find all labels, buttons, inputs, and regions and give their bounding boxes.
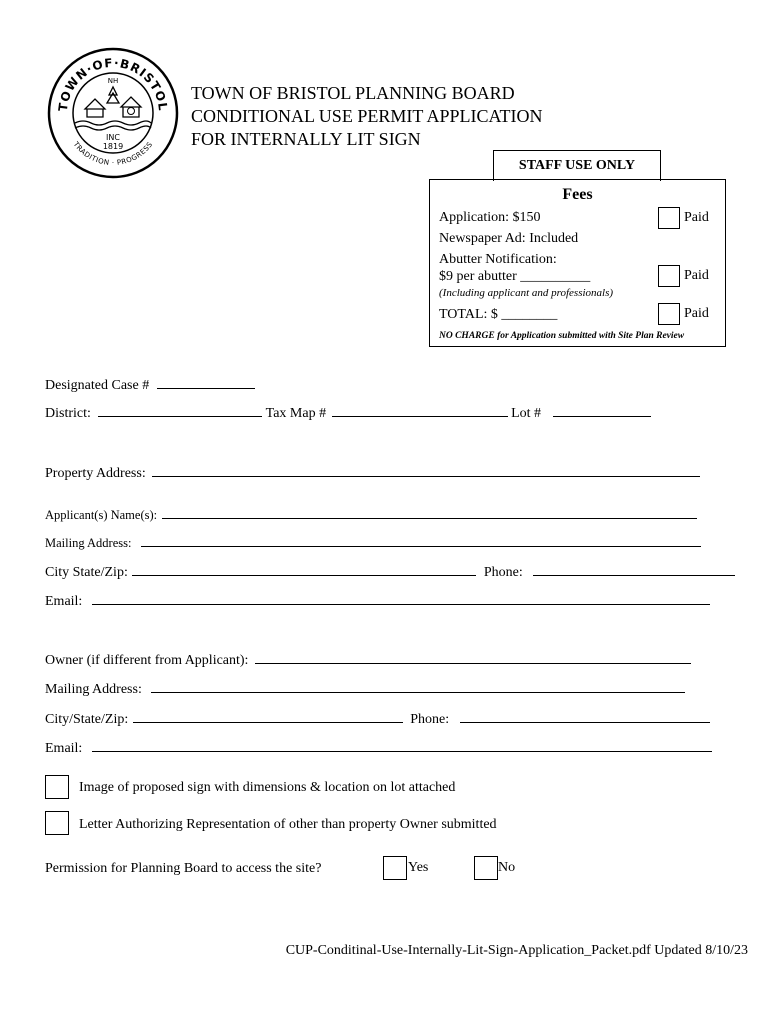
owner-city-field[interactable] [133, 708, 403, 723]
permission-question: Permission for Planning Board to access the site? [45, 861, 322, 876]
total-fee: TOTAL: $ ________ [439, 307, 558, 322]
owner-phone-label: Phone: [410, 712, 450, 727]
owner-phone-field[interactable] [460, 708, 710, 723]
applicant-name-field[interactable] [162, 504, 697, 519]
applicant-mailing-field[interactable] [141, 532, 701, 547]
paid-label-abutter: Paid [684, 268, 709, 283]
property-address-label: Property Address: [45, 466, 146, 481]
permission-yes-label: Yes [408, 860, 429, 875]
applicant-mailing-label: Mailing Address: [45, 536, 132, 550]
staff-use-only-tab: STAFF USE ONLY [493, 150, 661, 181]
abutter-note: (Including applicant and professionals) [439, 287, 614, 299]
newspaper-ad-fee: Newspaper Ad: Included [439, 231, 579, 246]
applicant-phone-field[interactable] [533, 561, 735, 576]
seal-year: 1819 [102, 142, 124, 151]
fees-box [429, 179, 726, 347]
tax-map-field[interactable] [332, 402, 508, 417]
applicant-email-label: Email: [45, 594, 83, 609]
seal-top-text: TOWN·OF·BRISTOL [55, 55, 171, 113]
designated-case-row [45, 374, 255, 395]
paid-label-application: Paid [684, 210, 709, 225]
owner-name-row [45, 649, 691, 670]
title-line-2: CONDITIONAL USE PERMIT APPLICATION [191, 106, 543, 126]
district-row [45, 402, 651, 423]
letter-authorizing-checkbox[interactable] [45, 811, 69, 835]
property-address-field[interactable] [152, 462, 700, 477]
applicant-email-field[interactable] [92, 590, 710, 605]
no-charge-note: NO CHARGE for Application submitted with Site Plan Review [439, 331, 685, 341]
image-attached-label: Image of proposed sign with dimensions & location on lot attached [79, 780, 456, 795]
paid-checkbox-total[interactable] [658, 303, 680, 325]
paid-checkbox-abutter[interactable] [658, 265, 680, 287]
seal-bottom-text: TRADITION · PROGRESS [71, 140, 155, 168]
designated-case-field[interactable] [157, 374, 255, 389]
tax-map-label: Tax Map # [265, 406, 327, 421]
district-label: District: [45, 406, 91, 421]
image-attached-checkbox[interactable] [45, 775, 69, 799]
property-address-row [45, 462, 700, 483]
owner-city-label: City/State/Zip: [45, 712, 129, 727]
owner-mailing-field[interactable] [151, 678, 685, 693]
applicant-city-field[interactable] [132, 561, 476, 576]
owner-email-field[interactable] [92, 737, 712, 752]
permission-no-checkbox[interactable] [474, 856, 498, 880]
applicant-name-label: Applicant(s) Name(s): [45, 508, 158, 522]
owner-email-label: Email: [45, 741, 83, 756]
applicant-mailing-row [45, 532, 701, 552]
paid-checkbox-application[interactable] [658, 207, 680, 229]
owner-mailing-label: Mailing Address: [45, 682, 142, 697]
title-line-3: FOR INTERNALLY LIT SIGN [191, 129, 421, 149]
applicant-email-row [45, 590, 710, 611]
application-fee: Application: $150 [439, 210, 541, 225]
seal-inc: INC [106, 133, 120, 142]
abutter-fee: $9 per abutter __________ [439, 269, 591, 284]
applicant-city-row [45, 561, 735, 582]
footer-filename: CUP-Conditinal-Use-Internally-Lit-Sign-Application_Packet.pdf Updated 8/10/23 [285, 943, 748, 958]
owner-city-row [45, 708, 710, 729]
owner-mailing-row [45, 678, 685, 699]
designated-case-label: Designated Case # [45, 378, 150, 393]
fees-title: Fees [562, 186, 593, 203]
title-line-1: TOWN OF BRISTOL PLANNING BOARD [191, 83, 515, 103]
owner-name-label: Owner (if different from Applicant): [45, 653, 249, 668]
seal-state: NH [107, 77, 119, 85]
abutter-notification-label: Abutter Notification: [439, 252, 557, 267]
town-seal-graphic [47, 47, 179, 179]
applicant-name-row [45, 504, 697, 524]
paid-label-total: Paid [684, 306, 709, 321]
lot-label: Lot # [511, 406, 542, 421]
letter-authorizing-label: Letter Authorizing Representation of other than property Owner submitted [79, 817, 497, 832]
district-field[interactable] [98, 402, 262, 417]
applicant-phone-label: Phone: [483, 565, 523, 580]
document-title [191, 82, 543, 151]
lot-field[interactable] [553, 402, 651, 417]
permission-no-label: No [498, 860, 516, 875]
permission-yes-checkbox[interactable] [383, 856, 407, 880]
town-seal [47, 47, 179, 179]
owner-name-field[interactable] [255, 649, 691, 664]
applicant-city-label: City State/Zip: [45, 565, 128, 580]
owner-email-row [45, 737, 712, 758]
